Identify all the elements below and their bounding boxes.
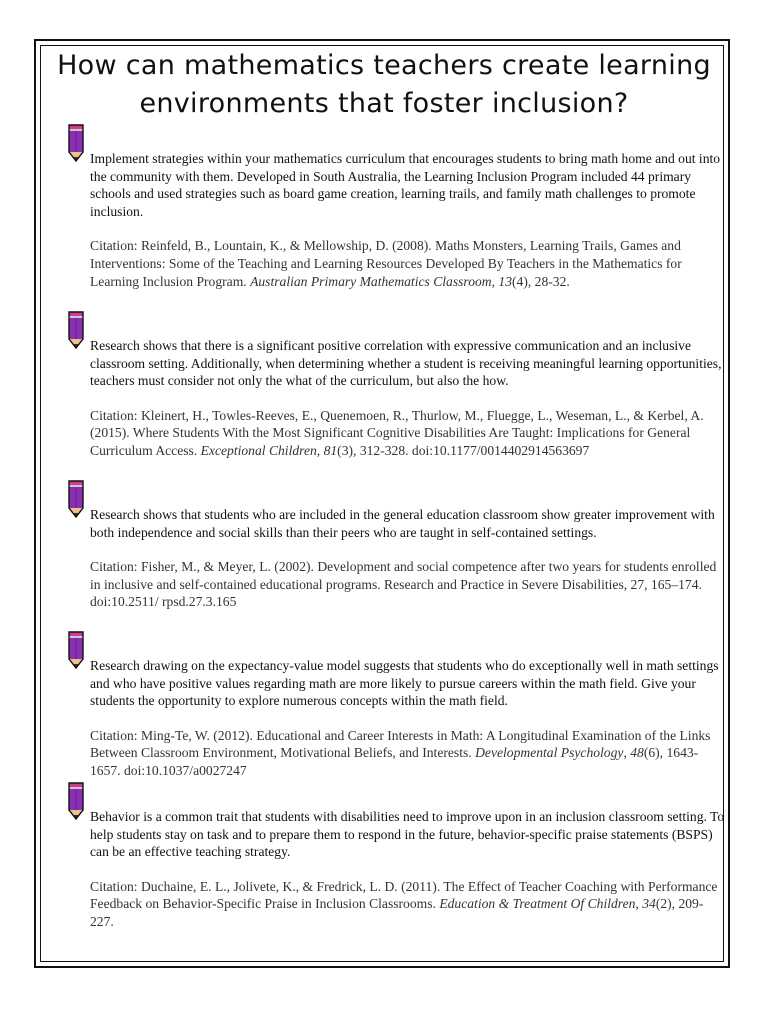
citation-journal: Australian Primary Mathematics Classroom bbox=[250, 273, 492, 289]
entry-text: Research shows that there is a significant positive correlation with expressive communication and an inclusive classroom setting. Additionally, when determining whether a student is receiving meaningful learning opportunities, teachers must consider not only the what of the curriculum, but also the how. bbox=[90, 338, 722, 389]
citation: Citation: Ming-Te, W. (2012). Educational and Career Interests in Math: A Longitudinal Examination of the Links Between Classroom Environment, Motivational Beliefs, and Interests. Developmental Psychology, 48(6), 1643-1657. doi:10.1037/a0027247 bbox=[90, 727, 711, 778]
pencil-icon bbox=[66, 480, 86, 518]
pencil-icon bbox=[66, 311, 86, 349]
entry bbox=[66, 631, 726, 780]
citation: Citation: Kleinert, H., Towles-Reeves, E., Quenemoen, R., Thurlow, M., Fluegge, L., Weseman, L., & Kerbel, A. (2015). Where Students With the Most Significant Cognitive Disabilities Are Taught: Implications for General Curriculum Access. Exceptional Children, 81(3), 312-328. doi:10.1177/0014402914563697 bbox=[90, 407, 704, 458]
entry-text: Research drawing on the expectancy-value model suggests that students who do exceptionally well in math settings and who have positive values regarding math are more likely to pursue careers within the math field. Give your students the opportunity to explore numerous concepts within the math field. bbox=[90, 658, 719, 709]
citation-journal: Education & Treatment Of Children bbox=[439, 896, 636, 912]
entry bbox=[66, 480, 726, 611]
entry bbox=[66, 311, 726, 460]
entry-text: Research shows that students who are included in the general education classroom show greater improvement with both independence and social skills than their peers who are taught in self-contained settings. bbox=[90, 507, 715, 540]
pencil-icon bbox=[66, 782, 86, 820]
entry bbox=[66, 124, 726, 290]
citation-volume: 81 bbox=[323, 442, 338, 458]
entry-text: Implement strategies within your mathematics curriculum that encourages students to bring math home and out into the community with them. Developed in South Australia, the Learning Inclusion Program included 44 primary schools and used strategies such as board game creation, learning trails, and family math challenges to promote inclusion. bbox=[90, 151, 721, 219]
entry bbox=[66, 782, 726, 931]
citation-volume: 48 bbox=[630, 745, 644, 761]
pencil-icon bbox=[66, 124, 86, 162]
citation: Citation: Fisher, M., & Meyer, L. (2002). Development and social competence after two years for students enrolled in inclusive and self-contained educational programs. Research and Practice in Severe Disabilities, 27, 165–174. doi:10.2511/ rpsd.27.3.165 bbox=[90, 559, 717, 610]
page-title: How can mathematics teachers create learning environments that foster inclusion? bbox=[57, 50, 711, 119]
citation-volume: 34 bbox=[642, 896, 656, 912]
citation: Citation: Duchaine, E. L., Jolivete, K., & Fredrick, L. D. (2011). The Effect of Teacher Coaching with Performance Feedback on Behavior-Specific Praise in Inclusion Classrooms. Education & Treatment Of Children, 34(2), 209-227. bbox=[90, 878, 718, 929]
citation-journal: Developmental Psychology bbox=[475, 745, 624, 761]
entry-text: Behavior is a common trait that students with disabilities need to improve upon in an inclusion classroom setting. To help students stay on task and to prepare them to respond in the future, behavior-specific praise statements (BSPS) can be an effective teaching strategy. bbox=[90, 809, 725, 860]
citation: Citation: Reinfeld, B., Lountain, K., & Mellowship, D. (2008). Maths Monsters, Learning Trails, Games and Interventions: Some of the Teaching and Learning Resources Developed By Teachers in the Mathematics for Learning Inclusion Program. Australian Primary Mathematics Classroom, 13(4), 28-32. bbox=[90, 238, 682, 289]
citation-journal: Exceptional Children bbox=[200, 442, 317, 458]
citation-volume: 13 bbox=[498, 273, 513, 289]
pencil-icon bbox=[66, 631, 86, 669]
